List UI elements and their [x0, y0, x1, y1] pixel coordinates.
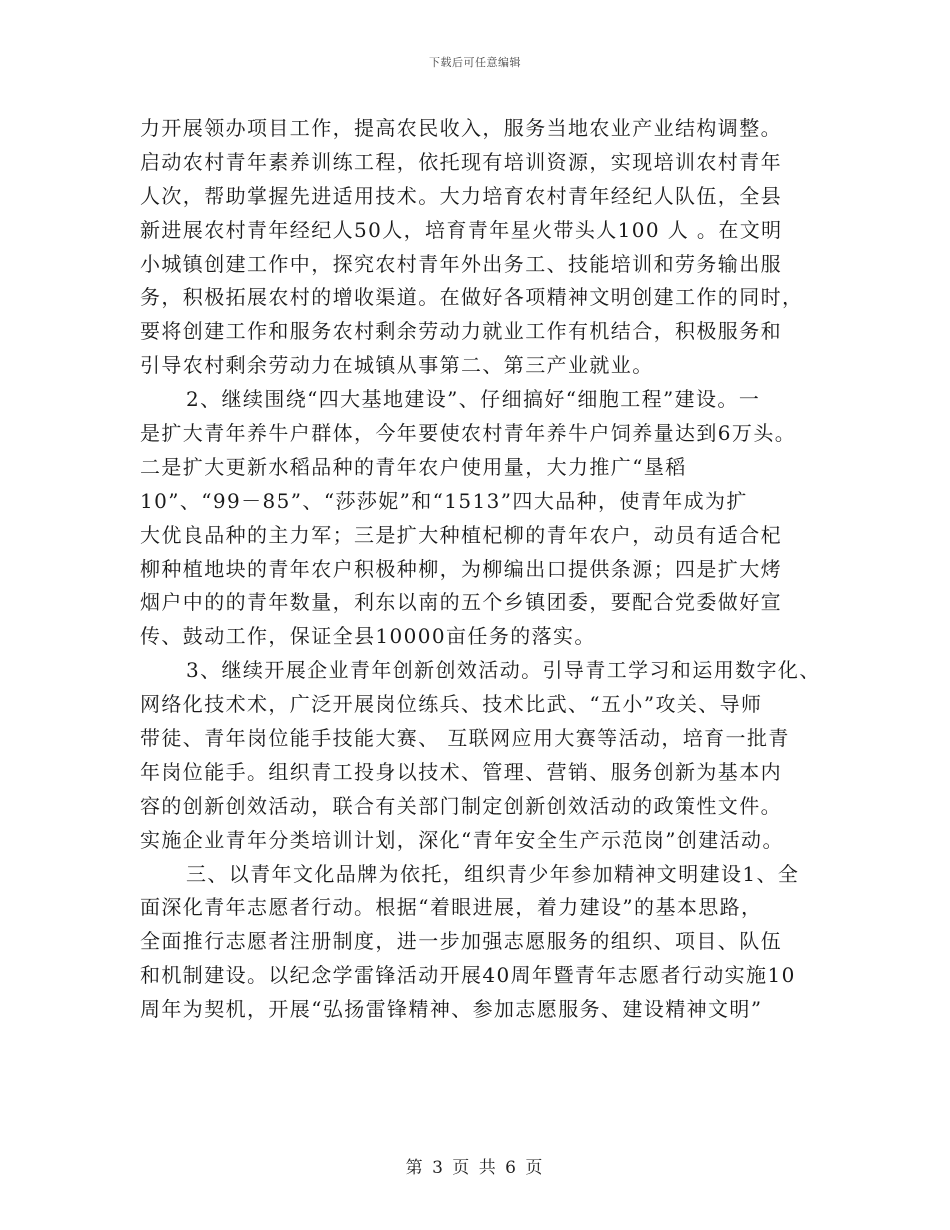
text-line: 小城镇创建工作中，探究农村青年外出务工、技能培训和劳务输出服: [140, 251, 782, 276]
text-line: 全面推行志愿者注册制度，进一步加强志愿服务的组织、项目、队伍: [140, 929, 782, 954]
body-text: [140, 112, 830, 1027]
text-line: 网络化技术术，广泛开展岗位练兵、技术比武、“五小”攻关、导师: [140, 692, 763, 717]
text-line: 务，积极拓展农村的增收渠道。在做好各项精神文明创建工作的同时，: [140, 285, 804, 310]
text-line: 引导农村剩余劳动力在城镇从事第二、第三产业就业。: [140, 353, 654, 378]
text-line: 烟户中的的青年数量，利东以南的五个乡镇团委，要配合党委做好宣: [140, 590, 782, 615]
text-line: 人次，帮助掌握先进适用技术。大力培育农村青年经纪人队伍，全县: [140, 183, 782, 208]
text-line: 实施企业青年分类培训计划，深化“青年安全生产示范岗”创建活动。: [140, 827, 784, 852]
text-line: 新进展农村青年经纪人50人，培育青年星火带头人100 人 。在文明: [140, 217, 783, 242]
paragraph-start-line: 3、继续开展企业青年创新创效活动。引导青工学习和运用数字化、: [186, 658, 821, 683]
text-line: 是扩大青年养牛户群体，今年要使农村青年养牛户饲养量达到6万头。: [140, 421, 797, 446]
text-line: 启动农村青年素养训练工程，依托现有培训资源，实现培训农村青年: [140, 149, 782, 174]
page-footer: 第 3 页 共 6 页: [405, 1158, 545, 1178]
text-line: 二是扩大更新水稻品种的青年农户使用量，大力推广“垦稻: [140, 454, 687, 479]
text-line: 和机制建设。以纪念学雷锋活动开展40周年暨青年志愿者行动实施10: [140, 963, 796, 988]
text-line: 10”、“99－85”、“莎莎妮”和“1513”四大品种，使青年成为扩: [140, 488, 748, 513]
text-line: 柳种植地块的青年农户积极种柳，为柳编出口提供条源；四是扩大烤: [140, 556, 782, 581]
paragraph-start-line: 2、继续围绕“四大基地建设”、仔细搞好“细胞工程”建设。一: [186, 387, 761, 412]
text-line: 大优良品种的主力军；三是扩大种植杞柳的青年农户，动员有适合杞: [140, 522, 782, 547]
paragraph-start-line: 三、以青年文化品牌为依托，组织青少年参加精神文明建设1、全: [186, 861, 800, 886]
text-line: 要将创建工作和服务农村剩余劳动力就业工作有机结合，积极服务和: [140, 319, 782, 344]
text-line: 年岗位能手。组织青工投身以技术、管理、营销、服务创新为基本内: [140, 759, 782, 784]
text-line: 周年为契机，开展“弘扬雷锋精神、参加志愿服务、建设精神文明”: [140, 997, 763, 1022]
text-line: 带徒、青年岗位能手技能大赛、 互联网应用大赛等活动，培育一批青: [140, 726, 790, 751]
text-line: 面深化青年志愿者行动。根据“着眼进展，着力建设”的基本思路，: [140, 895, 763, 920]
text-line: 传、鼓动工作，保证全县10000亩任务的落实。: [140, 624, 596, 649]
page-header: 下载后可任意编辑: [429, 56, 521, 69]
text-line: 力开展领办项目工作，提高农民收入，服务当地农业产业结构调整。: [140, 116, 782, 140]
text-line: 容的创新创效活动，联合有关部门制定创新创效活动的政策性文件。: [140, 793, 782, 818]
